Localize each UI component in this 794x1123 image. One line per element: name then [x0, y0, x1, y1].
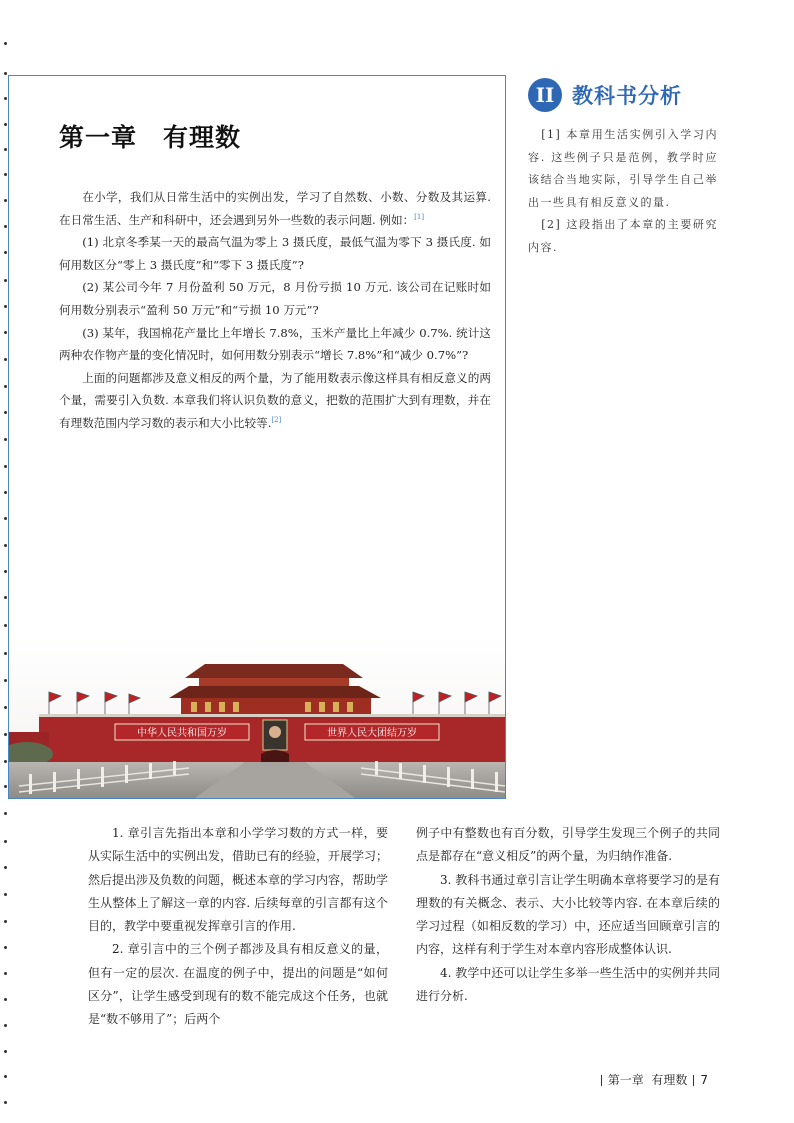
- question-1: (1) 北京冬季某一天的最高气温为零上 3 摄氏度，最低气温为零下 3 摄氏度. 如何用数区分“零上 3 摄氏度”和“零下 3 摄氏度”?: [59, 235, 491, 272]
- section-number-badge: II: [528, 78, 562, 112]
- textbook-page-frame: [8, 75, 506, 799]
- teaching-note-1: 1. 章引言先指出本章和小学学习数的方式一样，要从实际生活中的实例出发，借助已有的经验，开展学习；然后提出涉及负数的问题，概述本章的学习内容，帮助学生从整体上了解这一章的内容. 后续每章的引言都有这个目的，教学中要重视发挥章引言的作用.: [88, 826, 389, 934]
- teaching-notes-right-column: [416, 822, 720, 1008]
- reference-mark-1: [1]: [414, 212, 425, 221]
- teaching-note-2-continued: 例子中有整数也有百分数，引导学生发现三个例子的共同点是都存在“意义相反”的两个量，为归纳作准备.: [416, 826, 720, 864]
- page-number: 7: [700, 1073, 708, 1087]
- footer-chapter: 第一章: [607, 1073, 644, 1087]
- teaching-note-2: 2. 章引言中的三个例子都涉及具有相反意义的量，但有一定的层次. 在温度的例子中，提出的问题是“如何区分”，让学生感受到现有的数不能完成这个任务，也就是“数不够用了”；后两个: [88, 942, 388, 1027]
- footer-chapter-name: 有理数: [651, 1073, 688, 1087]
- analysis-notes: [528, 124, 718, 259]
- chapter-name: 有理数: [163, 123, 242, 152]
- teaching-notes-left-column: [88, 822, 388, 1032]
- chapter-number: 第一章: [59, 123, 138, 152]
- conclusion-paragraph: 上面的问题都涉及意义相反的两个量，为了能用数表示像这样具有相反意义的两个量，需要引入负数. 本章我们将认识负数的意义，把数的范围扩大到有理数，并在有理数范围内学习数的表示和大小比较等.[2]: [59, 370, 491, 430]
- chapter-title: [59, 118, 241, 154]
- reference-mark-2: [2]: [271, 416, 282, 425]
- section-heading: [528, 78, 728, 112]
- intro-paragraph: 在小学，我们从日常生活中的实例出发，学习了自然数、小数、分数及其运算. 在日常生活、生产和科研中，还会遇到另外一些数的表示问题. 例如：[1]: [59, 190, 491, 227]
- question-2: (2) 某公司今年 7 月份盈利 50 万元，8 月份亏损 10 万元. 该公司在记账时如何用数分别表示“盈利 50 万元”和“亏损 10 万元”?: [59, 280, 491, 317]
- analysis-note-2: [2] 这段指出了本章的主要研究内容.: [528, 218, 718, 254]
- teaching-note-4: 4. 教学中还可以让学生多举一些生活中的实例并共同进行分析.: [416, 965, 720, 1004]
- banner-right: 世界人民大团结万岁: [327, 728, 417, 739]
- banner-left: 中华人民共和国万岁: [137, 728, 227, 739]
- tiananmen-photo: [9, 636, 505, 798]
- question-3: (3) 某年，我国棉花产量比上年增长 7.8%，玉米产量比上年减少 0.7%. 统计这两种农作物产量的变化情况时，如何用数分别表示“增长 7.8%”和“减少 0.7%”?: [59, 325, 491, 363]
- analysis-note-1: [1] 本章用生活实例引入学习内容. 这些例子只是范例，教学时应该结合当地实际，引导学生自己举出一些具有相反意义的量.: [528, 128, 718, 209]
- page-footer: [595, 1071, 708, 1088]
- teaching-note-3: 3. 教科书通过章引言让学生明确本章将要学习的是有理数的有关概念、表示、大小比较等内容. 在本章后续的学习过程（如相反数的学习）中，还应适当回顾章引言的内容，这样有利于学生对本章内容形成整体认识.: [416, 872, 720, 957]
- section-title: 教科书分析: [572, 84, 682, 108]
- chapter-intro-text: [59, 186, 491, 435]
